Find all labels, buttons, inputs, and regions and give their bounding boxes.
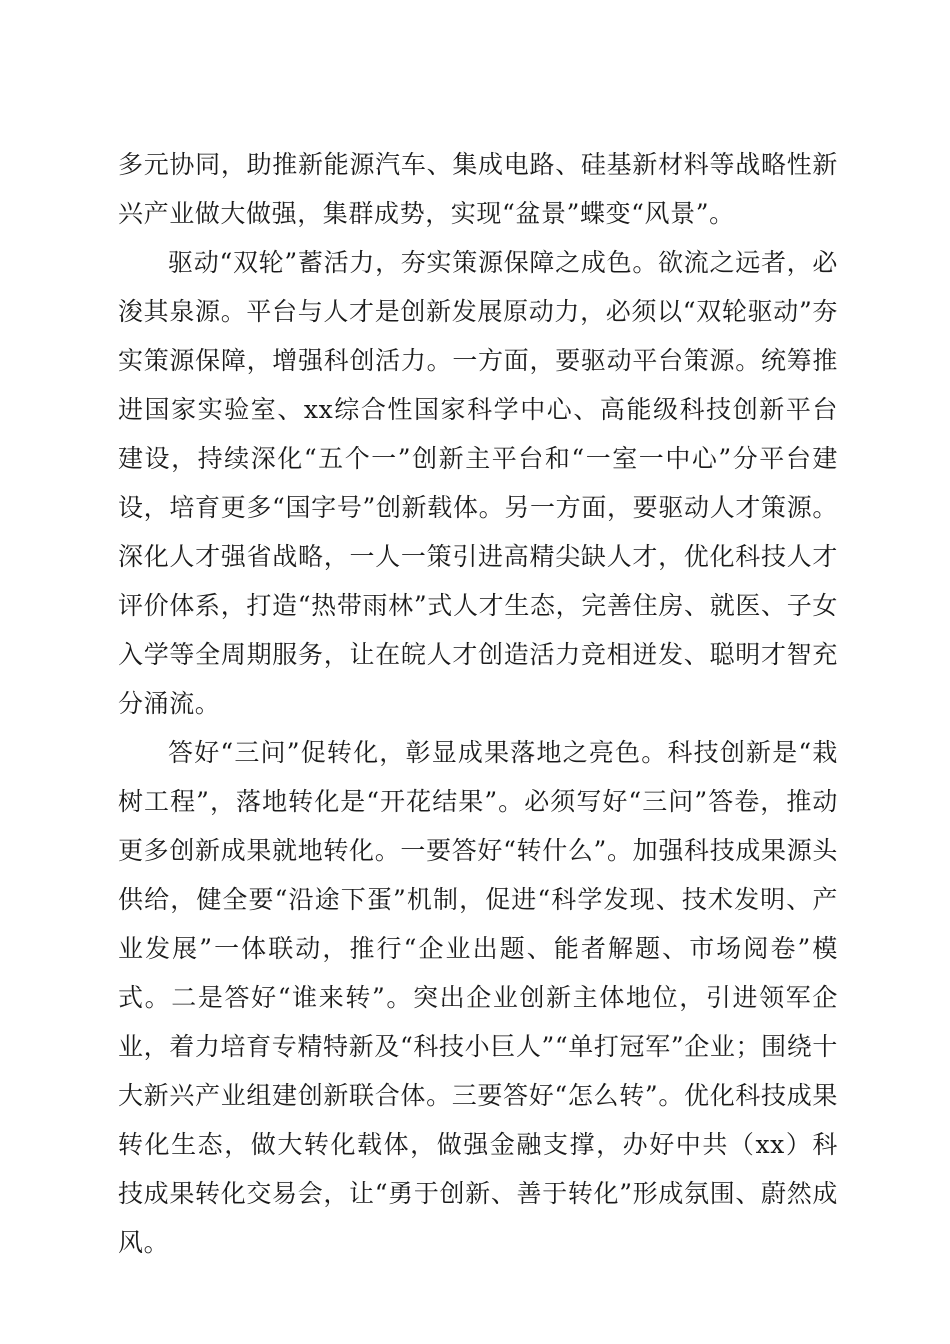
document-body xyxy=(118,140,838,1267)
paragraph-dual-wheel-drive: 驱动“双轮”蓄活力，夯实策源保障之成色。欲流之远者，必浚其泉源。平台与人才是创新发展原动力，必须以“双轮驱动”夯实策源保障，增强科创活力。一方面，要驱动平台策源。统筹推进国家实验室、xx综合性国家科学中心、高能级科技创新平台建设，持续深化“五个一”创新主平台和“一室一中心”分平台建设，培育更多“国字号”创新载体。另一方面，要驱动人才策源。深化人才强省战略，一人一策引进高精尖缺人才，优化科技人才评价体系，打造“热带雨林”式人才生态，完善住房、就医、子女入学等全周期服务，让在皖人才创造活力竞相迸发、聪明才智充分涌流。 xyxy=(118,248,838,718)
paragraph-three-questions: 答好“三问”促转化，彰显成果落地之亮色。科技创新是“栽树工程”，落地转化是“开花结果”。必须写好“三问”答卷，推动更多创新成果就地转化。一要答好“转什么”。加强科技成果源头供给，健全要“沿途下蛋”机制，促进“科学发现、技术发明、产业发展”一体联动，推行“企业出题、能者解题、市场阅卷”模式。二是答好“谁来转”。突出企业创新主体地位，引进领军企业，着力培育专精特新及“科技小巨人”“单打冠军”企业；围绕十大新兴产业组建创新联合体。三要答好“怎么转”。优化科技成果转化生态，做大转化载体，做强金融支撑，办好中共（xx）科技成果转化交易会，让“勇于创新、善于转化”形成氛围、蔚然成风。 xyxy=(118,738,838,1257)
paragraph-industry-clusters: 多元协同，助推新能源汽车、集成电路、硅基新材料等战略性新兴产业做大做强，集群成势，实现“盆景”蝶变“风景”。 xyxy=(118,150,838,228)
